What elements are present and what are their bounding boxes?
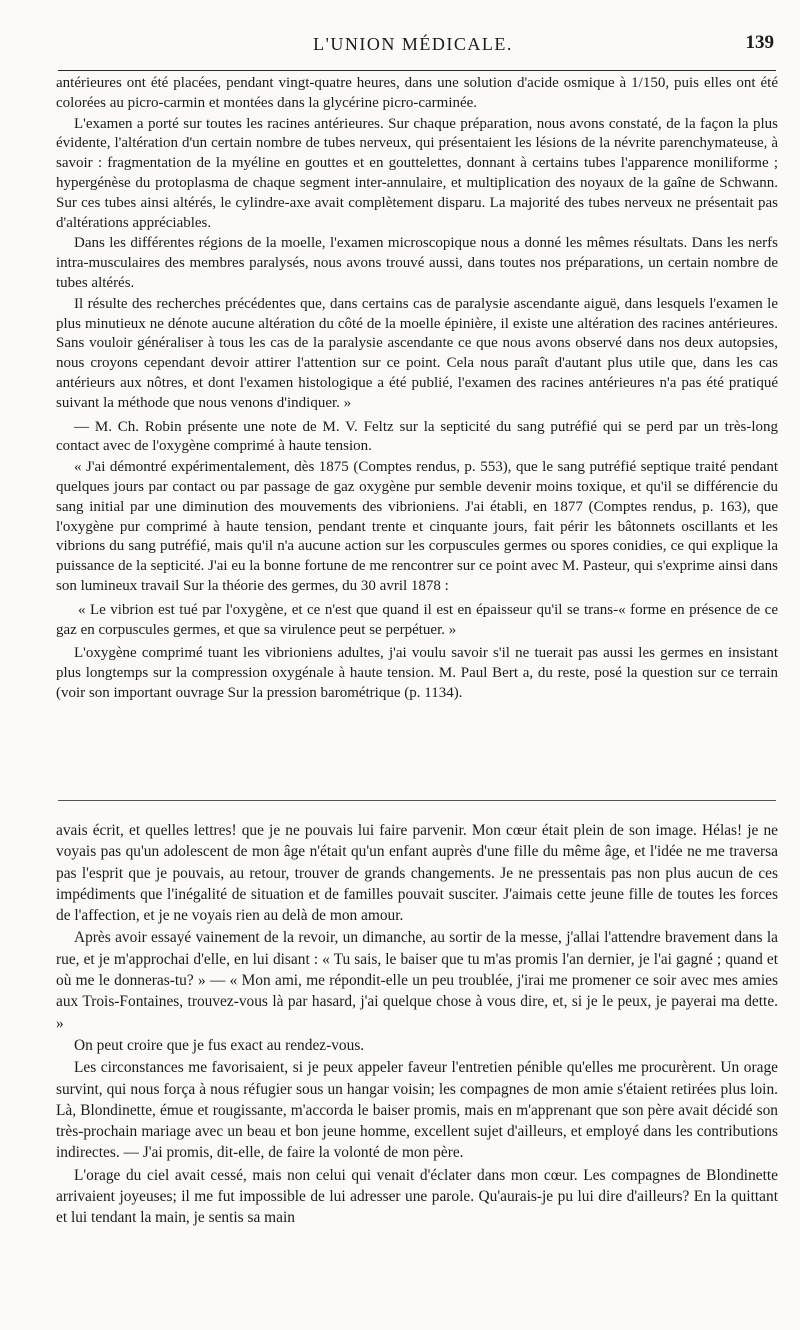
- paragraph: « J'ai démontré expérimentalement, dès 1875 (Comptes rendus, p. 553), que le sang putréfié septique traité pendant quelques jours par contact ou par passage de gaz oxygène pur semble devenir moins toxique, et qu'il se différencie du sang initial par une diminution des mouvements des vibrioniens. J'ai établi, en 1877 (Comptes rendus, p. 163), que l'oxygène pur comprimé à haute tension, pendant trente et cinquante jours, fait périr les bâtonnets oscillants et les vibrions du sang putréfié, mais qu'il n'a aucune action sur les corpuscules germes ou spores conidies, ce qui explique la puissance de la septicité. J'ai eu la bonne fortune de me rencontrer sur ce point avec M. Pasteur, qui s'exprime ainsi dans son lumineux travail Sur la théorie des germes, du 30 avril 1878 :: [56, 459, 778, 594]
- paragraph: antérieures ont été placées, pendant vingt-quatre heures, dans une solution d'acide osmique à 1/150, puis elles ont été colorées au picro-carmin et montées dans la glycérine picro-carminée.: [56, 75, 778, 111]
- header-rule: [58, 70, 776, 71]
- paragraph: Après avoir essayé vainement de la revoir, un dimanche, au sortir de la messe, j'allai l'attendre bravement dans la rue, et je m'approchai d'elle, en lui disant : « Tu sais, le baiser que tu m'as promis l'an dernier, je l'ai gagné ; quand et où me le donneras-tu? » — « Mon ami, me répondit-elle un peu troublée, j'irai me promener ce soir avec mes amies aux Trois-Fontaines, trouvez-vous là par hasard, j'ai quelque chose à vous dire, et, si je le peux, je payerai ma dette. »: [56, 929, 778, 1032]
- paragraph: Il résulte des recherches précédentes que, dans certains cas de paralysie ascendante aiguë, dans lesquels l'examen le plus minutieux ne dénote aucune altération du côté de la moelle épinière, il existe une altération des racines antérieures. Sans vouloir généraliser à tous les cas de la paralysie ascendante ce que nous avons observé dans nos deux autopsies, nous croyons cependant devoir attirer l'attention sur ce point. Cela nous paraît d'autant plus utile que, dans les cas antérieurs aux nôtres, et dont l'examen histologique a été publié, l'examen des racines antérieures n'a pas été pratiqué suivant la méthode que nous venons d'indiquer. »: [56, 295, 778, 411]
- paragraph: L'orage du ciel avait cessé, mais non celui qui venait d'éclater dans mon cœur. Les compagnes de Blondinette arrivaient joyeuses; il me fut impossible de lui adresser une parole. Qu'aurais-je pu lui dire d'ailleurs? En la quittant et lui tendant la main, je sentis sa main: [56, 1166, 778, 1227]
- paragraph: Dans les différentes régions de la moelle, l'examen microscopique nous a donné les mêmes résultats. Dans les nerfs intra-musculaires des membres paralysés, nous avons trouvé aussi, dans toutes nos préparations, un certain nombre de tubes altérés.: [56, 235, 778, 291]
- paragraph: L'oxygène comprimé tuant les vibrioniens adultes, j'ai voulu savoir s'il ne tuerait pas aussi les germes en insistant plus longtemps sur la compression oxygénale à haute tension. M. Paul Bert a, du reste, posé la question sur ce terrain (voir son important ouvrage Sur la pression barométrique (p. 1134).: [56, 645, 778, 701]
- paragraph: — M. Ch. Robin présente une note de M. V. Feltz sur la septicité du sang putréfié qui se perd par un très-long contact avec de l'oxygène comprimé à haute tension.: [56, 418, 778, 455]
- feuilleton-section: [56, 820, 778, 1230]
- page-number: 139: [745, 32, 774, 53]
- paragraph: L'examen a porté sur toutes les racines antérieures. Sur chaque préparation, nous avons constaté, de la façon la plus évidente, l'altération d'un certain nombre de tubes nerveux, qui présentaient les lésions de la névrite parenchymateuse, à savoir : fragmentation de la myéline en gouttes et en gouttelettes, donnant à certains tubes l'apparence moniliforme ; hypergénèse du protoplasma de chaque segment inter-annulaire, et multiplication des noyaux de la gaîne de Schwann. Sur ces tubes ainsi altérés, le cylindre-axe avait complètement disparu. La majorité des tubes nerveux ne présentait pas d'altérations appréciables.: [56, 115, 778, 231]
- academy-report-section: [56, 74, 778, 705]
- page-header: [52, 30, 774, 62]
- paragraph: On peut croire que je fus exact au rendez-vous.: [74, 1036, 365, 1054]
- feuilleton-rule: [58, 800, 776, 801]
- paragraph: avais écrit, et quelles lettres! que je ne pouvais lui faire parvenir. Mon cœur était plein de son image. Hélas! je ne voyais pas qu'un adolescent de mon âge n'était qu'un enfant auprès d'une fille du même âge, et l'idée ne me traversa pas l'esprit que je pouvais, au retour, trouver de grands changements. Je ne pressentais pas non plus aucun de ces impédiments que l'inégalité de situation et de familles pouvait susciter. J'aimais cette jeune fille de toutes les forces de l'affection, et je ne voyais rien au delà de mon amour.: [56, 822, 778, 925]
- running-title: L'UNION MÉDICALE.: [313, 34, 513, 54]
- quotation: « Le vibrion est tué par l'oxygène, et ce n'est que quand il est en épaisseur qu'il se trans-« forme en présence de ce gaz en corpuscules germes, et que sa virulence peut se perpétuer. »: [56, 601, 778, 638]
- paragraph: Les circonstances me favorisaient, si je peux appeler faveur l'entretien pénible qu'elles me procurèrent. Un orage survint, qui nous força à nous réfugier sous un hangar voisin; les compagnes de mon amie s'étaient retirées plus loin. Là, Blondinette, émue et rougissante, m'accorda le baiser promis, mais en m'apprenant que son père avait décidé son très-prochain mariage avec un beau et bon jeune homme, excellent sujet d'ailleurs, et employé dans les contributions indirectes. — J'ai promis, dit-elle, de faire la volonté de mon père.: [56, 1059, 778, 1162]
